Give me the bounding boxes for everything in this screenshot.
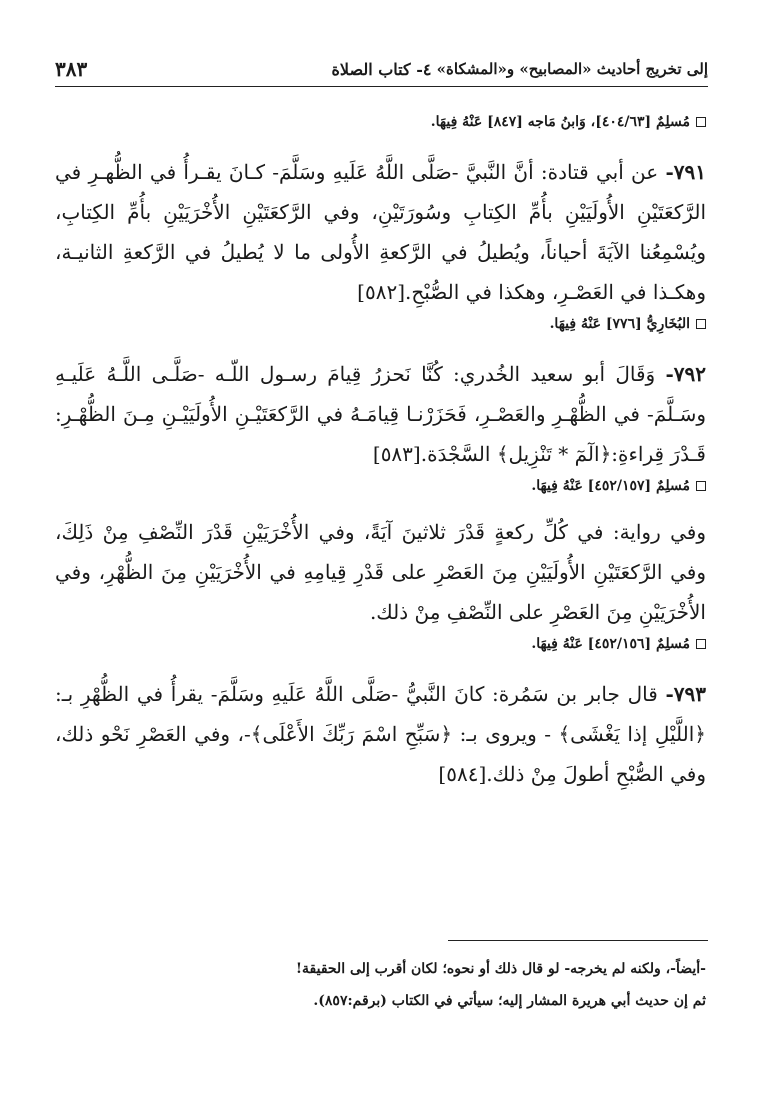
hadith-number: ٧٩٢- — [665, 362, 706, 386]
source-text: مُسلِمٌ [٤٥٢/١٥٧] عَنْهُ فِيهَا. — [531, 478, 690, 494]
page-header — [55, 52, 708, 87]
source-citation — [55, 474, 706, 498]
hadith-text: وَقَالَ أبو سعيد الخُدري: كُنَّا نَحزرُ قِيامَ رسـول اللّـه -صَلَّـى اللَّـهُ عَلَيـهِ وسَـلَّمَ- في الظُّهْـرِ والعَصْـرِ، فَحَزَرْنـا قِيامَـهُ في الرَّكعَتَيْـنِ الأُولَيَيْـنِ مِـنَ الظُّهْـرِ: قَـدْرَ قِراءةِ:﴿الٓمٓ * تَنْزِيل﴾ السَّجْدَة.[٥٨٣] — [55, 362, 706, 466]
hadith-792 — [55, 354, 706, 474]
checkbox-square-icon — [696, 319, 706, 329]
hadith-number: ٧٩٣- — [665, 682, 707, 706]
footnote: ثم إن حديث أبي هريرة المشار إليه؛ سيأتي في الكتاب (برقم:٨٥٧). — [313, 993, 706, 1009]
footnote: -أيضاً-، ولكنه لم يخرجه- لو قال ذلك أو نحوه؛ لكان أقرب إلى الحقيقة! — [295, 961, 706, 977]
source-citation — [55, 110, 706, 134]
chapter-title: ٤- كتاب الصلاة — [331, 59, 432, 79]
source-text: مُسلِمٌ [٤٠٤/٦٣]، وَابنُ مَاجه [٨٤٧] عَنْهُ فِيهَا. — [430, 114, 690, 130]
hadith-text: وفي رواية: في كُلِّ ركعةٍ قَدْرَ ثلاثينَ آيَةً، وفي الأُخْرَيَيْنِ قَدْرَ النِّصْفِ مِنْ ذَلِكَ، وفي الرَّكعَتَيْنِ الأُولَيَيْنِ مِنَ العَصْرِ على قَدْرِ قِيامِهِ في الأُخْرَيَيْنِ مِنَ الظُّهْرِ، وفي الأُخْرَيَيْنِ مِنَ العَصْرِ على النِّصْفِ مِنْ ذلك. — [55, 520, 706, 624]
hadith-792-riwaya — [55, 512, 706, 632]
source-citation — [55, 632, 706, 656]
running-title: إلى تخريج أحاديث «المصابيح» و«المشكاة» — [436, 60, 708, 78]
hadith-text: عن أبي قتادة: أنَّ النَّبيَّ -صَلَّى اللَّهُ عَلَيهِ وسَلَّمَ- كـانَ يقـرأُ في الظُّهـرِ في الرَّكعَتَيْنِ الأُولَيَيْنِ بأُمِّ الكِتابِ وسُورَتَيْنِ، وفي الرَّكعَتَيْنِ الأُخْرَيَيْنِ بأُمِّ الكِتابِ، ويُسْمِعُنا الآيَةَ أحياناً، ويُطيلُ في الرَّكعةِ الأُولى ما لا يُطيلُ في الرَّكعةِ الثانيـة، وهكـذا في العَصْـرِ، وهكذا في الصُّبْحِ.[٥٨٢] — [55, 160, 706, 304]
page-number: ٣٨٣ — [55, 57, 88, 81]
checkbox-square-icon — [696, 117, 706, 127]
checkbox-square-icon — [696, 481, 706, 491]
page-body — [55, 110, 706, 794]
hadith-793 — [55, 674, 706, 794]
source-text: البُخَارِيُّ [٧٧٦] عَنْهُ فِيهَا. — [549, 316, 690, 332]
checkbox-square-icon — [696, 639, 706, 649]
hadith-number: ٧٩١- — [665, 160, 706, 184]
source-text: مُسلِمٌ [٤٥٢/١٥٦] عَنْهُ فِيهَا. — [531, 636, 690, 652]
hadith-791 — [55, 152, 706, 312]
footnotes — [55, 958, 706, 1022]
source-citation — [55, 312, 706, 336]
footnote-divider — [448, 940, 708, 941]
hadith-text: قال جابر بن سَمُرة: كانَ النَّبيُّ -صَلَّى اللَّهُ عَلَيهِ وسَلَّمَ- يقرأُ في الظُّهْرِ بـ: ﴿اللَّيْلِ إذا يَغْشَى﴾ - ويروى بـ: ﴿سَبِّحِ اسْمَ رَبِّكَ الأَعْلَى﴾-، وفي العَصْرِ نَحْو ذلك، وفي الصُّبْحِ أطولَ مِنْ ذلك.[٥٨٤] — [55, 682, 706, 786]
